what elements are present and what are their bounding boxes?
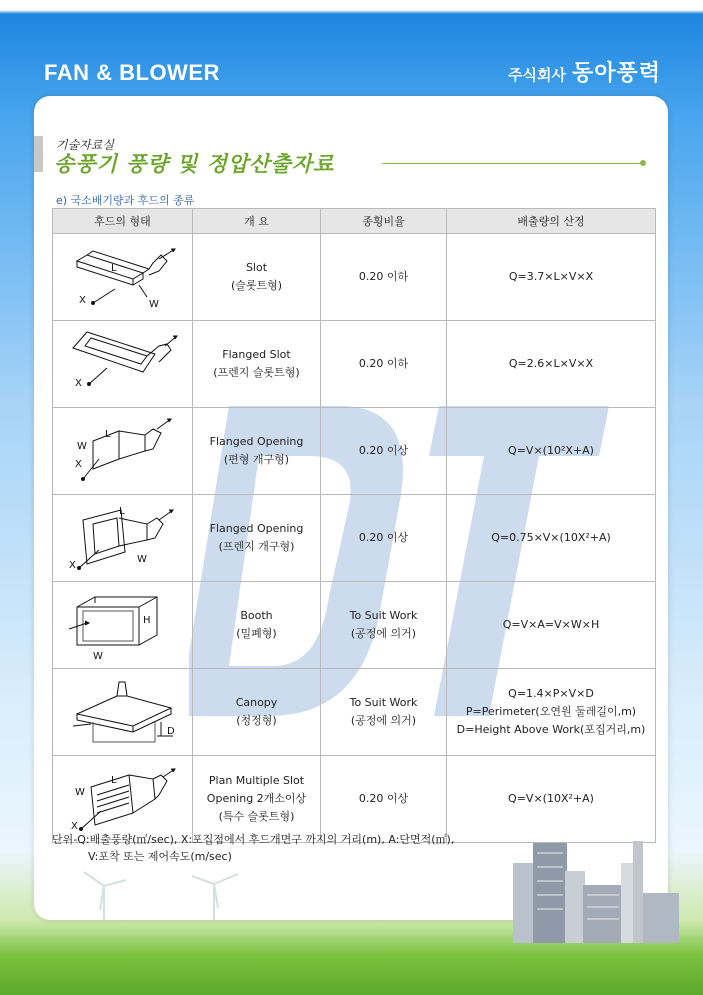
wind-turbine-icon xyxy=(74,866,134,920)
label-w: W xyxy=(76,441,87,452)
ratio-cell: 0.20 이상 xyxy=(321,756,447,843)
formula-cell: Q=V×A=V×W×H xyxy=(447,582,656,669)
table-row xyxy=(53,669,656,756)
table-row xyxy=(53,321,656,408)
formula-cell: Q=1.4×P×V×D P=Perimeter(오연원 둘레길이,m) D=Height Above Work(포집거리,m) xyxy=(447,669,656,756)
table-caption: e) 국소배기량과 후드의 종류 xyxy=(56,194,195,207)
hood-diagram-canopy xyxy=(53,669,193,756)
title-underline xyxy=(382,163,642,164)
company-name xyxy=(508,56,661,87)
label-w: W xyxy=(92,651,103,661)
title-dot xyxy=(640,160,646,166)
city-skyline-illustration xyxy=(503,823,683,943)
overview-cell: Flanged Opening (편형 개구형) xyxy=(193,408,321,495)
ratio-cell: 0.20 이하 xyxy=(321,234,447,321)
label-x: X xyxy=(78,295,86,306)
label-w: W xyxy=(74,787,85,798)
header-title: FAN & BLOWER xyxy=(44,60,220,85)
label-x: X xyxy=(68,560,76,571)
table-row xyxy=(53,408,656,495)
company-brand: 동아풍력 xyxy=(571,61,661,86)
section-marker xyxy=(34,136,43,172)
hood-diagram-plain-opening xyxy=(53,408,193,495)
wind-turbine-icon xyxy=(184,866,244,920)
label-l: L xyxy=(118,506,125,517)
label-h: H xyxy=(142,615,151,626)
ratio-cell: To Suit Work (공정에 의거) xyxy=(321,582,447,669)
label-l: L xyxy=(110,263,117,274)
formula-cell: Q=V×(10²X+A) xyxy=(447,408,656,495)
table-row xyxy=(53,234,656,321)
table-row xyxy=(53,495,656,582)
overview-cell: Plan Multiple Slot Opening 2개소이상 (특수 슬롯트형) xyxy=(193,756,321,843)
header-aspect-ratio: 종횡비율 xyxy=(321,209,447,234)
ratio-cell: 0.20 이하 xyxy=(321,321,447,408)
label-l: L xyxy=(104,429,111,440)
label-d: D xyxy=(166,726,175,737)
hood-table xyxy=(52,208,656,843)
formula-cell: Q=3.7×L×V×X xyxy=(447,234,656,321)
hood-diagram-multiple-slot xyxy=(53,756,193,843)
ratio-cell: To Suit Work (공정에 의거) xyxy=(321,669,447,756)
header-exhaust-calc: 배출량의 산정 xyxy=(447,209,656,234)
overview-cell: Flanged Opening (프렌지 개구형) xyxy=(193,495,321,582)
label-w: W xyxy=(148,299,159,310)
label-x: X xyxy=(74,378,82,389)
overview-cell: Flanged Slot (프렌지 슬롯트형) xyxy=(193,321,321,408)
hood-diagram-flanged-slot xyxy=(53,321,193,408)
label-w: W xyxy=(136,554,147,565)
label-x: X xyxy=(70,821,78,832)
section-subtitle: 기술자료실 xyxy=(56,138,114,152)
overview-cell: Booth (밀폐형) xyxy=(193,582,321,669)
ratio-cell: 0.20 이상 xyxy=(321,408,447,495)
overview-cell: Slot (슬롯트형) xyxy=(193,234,321,321)
formula-cell: Q=2.6×L×V×X xyxy=(447,321,656,408)
content-panel xyxy=(34,96,668,920)
header-overview: 개 요 xyxy=(193,209,321,234)
ratio-cell: 0.20 이상 xyxy=(321,495,447,582)
header-hood-shape: 후드의 형태 xyxy=(53,209,193,234)
label-x: X xyxy=(74,459,82,470)
formula-cell: Q=0.75×V×(10X²+A) xyxy=(447,495,656,582)
footnote-line-2: V:포착 또는 제어속도(m/sec) xyxy=(88,850,232,863)
hood-diagram-slot xyxy=(53,234,193,321)
footnote xyxy=(52,831,454,865)
company-prefix: 주식회사 xyxy=(508,66,566,84)
label-l: L xyxy=(110,775,117,786)
section-title: 송풍기 풍량 및 정압산출자료 xyxy=(54,152,335,176)
hood-diagram-booth xyxy=(53,582,193,669)
overview-cell: Canopy (청정형) xyxy=(193,669,321,756)
footnote-line-1: 단위-Q:배출풍량(㎥/sec), X:포집점에서 후드개면구 까지의 거리(m), A:단면적(㎡), xyxy=(52,833,455,846)
table-header-row xyxy=(53,209,656,234)
table-row xyxy=(53,582,656,669)
hood-diagram-flanged-opening xyxy=(53,495,193,582)
formula-cell: Q=V×(10X²+A) xyxy=(447,756,656,843)
